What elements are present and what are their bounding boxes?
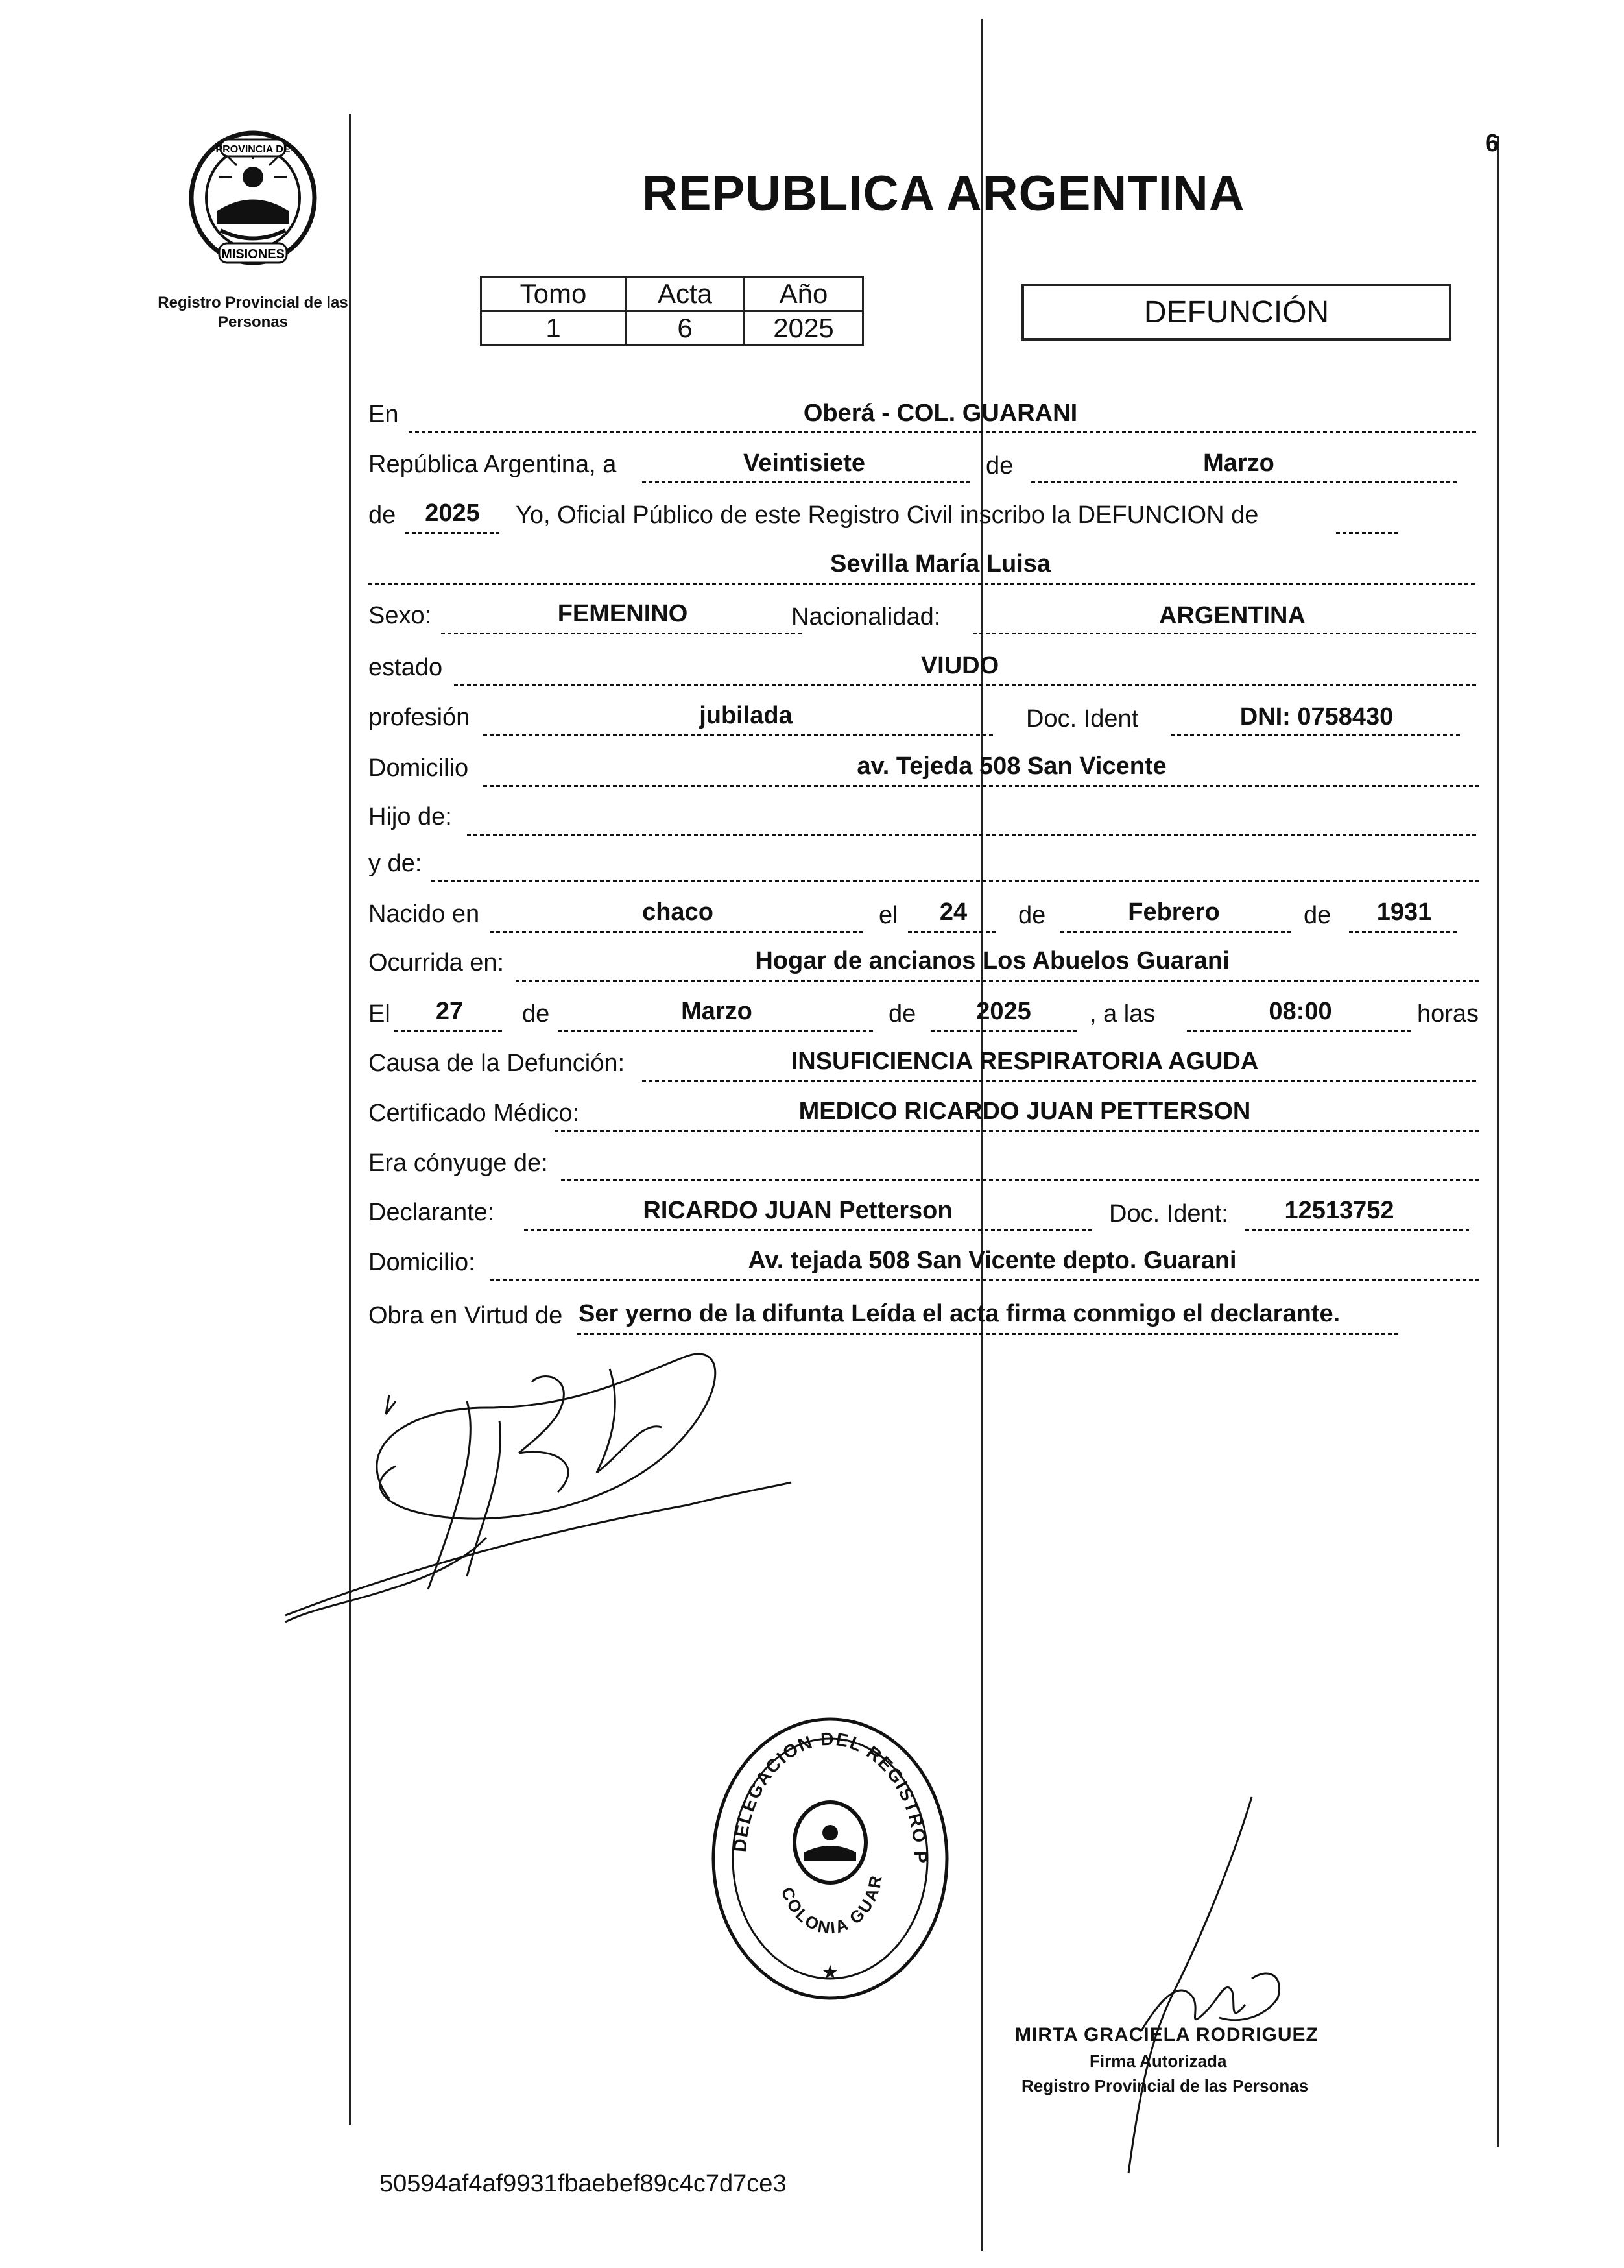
svg-text:★: ★ [821, 1962, 839, 1983]
ocurrida-value: Hogar de ancianos Los Abuelos Guarani [755, 947, 1230, 974]
certificado-label: Certificado Médico: [368, 1100, 580, 1127]
nacido-anio-line [1349, 931, 1459, 933]
doc-line [1171, 734, 1463, 736]
table-value-anio: 2025 [745, 311, 863, 346]
de-label-2: de [1018, 902, 1046, 929]
inscribe-text: Yo, Oficial Público de este Registro Civil inscribo la DEFUNCION de [516, 501, 1259, 529]
doc-label: Doc. Ident [1026, 705, 1139, 732]
el-label: el [879, 902, 898, 929]
nacido-anio: 1931 [1376, 899, 1432, 926]
signatory-role: Firma Autorizada [1090, 2051, 1227, 2071]
domicilio-label: Domicilio [368, 754, 469, 782]
ocurrida-label: Ocurrida en: [368, 949, 505, 976]
signatory-name: MIRTA GRACIELA RODRIGUEZ [1015, 2024, 1319, 2045]
obra-label: Obra en Virtud de [368, 1302, 563, 1329]
obra-value: Ser yerno de la difunta Leída el acta firma conmigo el declarante. [579, 1300, 1341, 1327]
horas-label: horas [1417, 1000, 1479, 1028]
domicilio-label-2: Domicilio: [368, 1249, 475, 1276]
en-label: En [368, 401, 399, 428]
domicilio-value: av. Tejeda 508 San Vicente [857, 753, 1167, 780]
hora-line [1187, 1030, 1414, 1032]
year-prefix: de [368, 501, 396, 529]
record-table [480, 276, 864, 346]
ocurrida-line [516, 980, 1479, 982]
estado-value: VIUDO [920, 652, 999, 679]
a-las-label: , a las [1090, 1000, 1156, 1028]
declarante-doc: 12513752 [1284, 1197, 1394, 1224]
declarante-domicilio-line [490, 1279, 1479, 1281]
nacido-label: Nacido en [368, 900, 480, 928]
profesion-value: jubilada [699, 702, 793, 729]
domicilio-line [483, 785, 1479, 787]
logo-top-text: PROVINCIA DE [215, 144, 291, 155]
official-stamp [707, 1713, 953, 2005]
de-label-4: de [522, 1000, 550, 1028]
estado-label: estado [368, 654, 443, 681]
estado-line [454, 684, 1479, 686]
fallec-anio: 2025 [976, 998, 1031, 1025]
stamp-inner-text: COLONIA GUAR [777, 1872, 886, 1938]
table-value-tomo: 1 [481, 311, 626, 346]
y-de-line [431, 880, 1479, 882]
certificado-line [555, 1130, 1479, 1132]
doc-label-2: Doc. Ident: [1109, 1200, 1228, 1227]
en-line [409, 431, 1479, 433]
fold-line [981, 19, 983, 2251]
fallec-dia: 27 [435, 998, 464, 1025]
inscribe-line [1336, 532, 1401, 534]
table-header-acta: Acta [626, 277, 745, 311]
el-label-2: El [368, 1000, 390, 1028]
table-header-anio: Año [745, 277, 863, 311]
deceased-name: Sevilla María Luisa [830, 550, 1051, 577]
causa-label: Causa de la Defunción: [368, 1050, 625, 1077]
document-type-box [1021, 284, 1451, 341]
declarante-line [524, 1229, 1095, 1231]
year-value: 2025 [425, 500, 480, 527]
nacido-mes-line [1060, 931, 1291, 933]
nacionalidad-line [973, 633, 1479, 634]
fallec-mes-line [558, 1030, 876, 1032]
left-margin-line [349, 114, 351, 2125]
declarante-label: Declarante: [368, 1199, 495, 1226]
stamp-outer-text: DELEGACION DEL REGISTRO P [730, 1728, 931, 1864]
svg-text:DELEGACION DEL REGISTRO PROVIN [707, 1713, 931, 1864]
right-margin-line [1497, 136, 1499, 2147]
hijo-label: Hijo de: [368, 803, 452, 830]
table-header-tomo: Tomo [481, 277, 626, 311]
y-de-label: y de: [368, 850, 422, 877]
en-value: Oberá - COL. GUARANI [803, 400, 1078, 427]
province-logo [182, 127, 324, 269]
nacido-lugar-line [490, 931, 863, 933]
causa-line [642, 1080, 1479, 1082]
nacido-dia: 24 [939, 899, 968, 926]
document-hash: 50594af4af9931fbaebef89c4c7d7ce3 [379, 2170, 787, 2197]
declarante-value: RICARDO JUAN Petterson [643, 1197, 953, 1224]
month-line [1031, 481, 1459, 483]
page-number: 6 [1485, 130, 1499, 157]
declarante-domicilio: Av. tejada 508 San Vicente depto. Guarani [748, 1247, 1237, 1274]
month-text: Marzo [1203, 450, 1274, 477]
sexo-line [441, 633, 804, 634]
causa-value: INSUFICIENCIA RESPIRATORIA AGUDA [791, 1048, 1259, 1075]
day-text: Veintisiete [743, 450, 865, 477]
conyuge-line [561, 1179, 1479, 1181]
profesion-line [483, 734, 996, 736]
declarante-doc-line [1245, 1229, 1469, 1231]
page-title: REPUBLICA ARGENTINA [642, 166, 1245, 221]
fallec-dia-line [394, 1030, 505, 1032]
declarant-signature [272, 1317, 856, 1654]
de-label-3: de [1304, 902, 1331, 929]
de-label-5: de [889, 1000, 916, 1028]
republica-label: República Argentina, a [368, 451, 617, 478]
hora-value: 08:00 [1269, 998, 1332, 1025]
sexo-label: Sexo: [368, 602, 432, 629]
year-line [405, 532, 499, 534]
fallec-mes: Marzo [681, 998, 752, 1025]
nacido-dia-line [908, 931, 996, 933]
nacionalidad-label: Nacionalidad: [791, 603, 941, 631]
certificado-value: MEDICO RICARDO JUAN PETTERSON [798, 1098, 1251, 1125]
official-signature [1103, 1784, 1349, 2186]
hijo-line [467, 834, 1479, 836]
nacido-mes: Febrero [1128, 899, 1220, 926]
profesion-label: profesión [368, 704, 470, 731]
registry-label: Registro Provincial de las Personas [158, 294, 348, 331]
table-value-acta: 6 [626, 311, 745, 346]
de-label: de [986, 452, 1014, 479]
logo-bottom-text: MISIONES [221, 247, 285, 261]
nacionalidad-value: ARGENTINA [1159, 602, 1306, 629]
name-line [368, 583, 1477, 585]
fallec-anio-line [931, 1030, 1077, 1032]
doc-value: DNI: 0758430 [1239, 703, 1394, 730]
day-line [642, 481, 973, 483]
sexo-value: FEMENINO [557, 600, 688, 627]
nacido-lugar: chaco [642, 899, 713, 926]
conyuge-label: Era cónyuge de: [368, 1150, 548, 1177]
document-type: DEFUNCIÓN [1143, 295, 1330, 330]
signatory-registry: Registro Provincial de las Personas [1021, 2076, 1309, 2095]
